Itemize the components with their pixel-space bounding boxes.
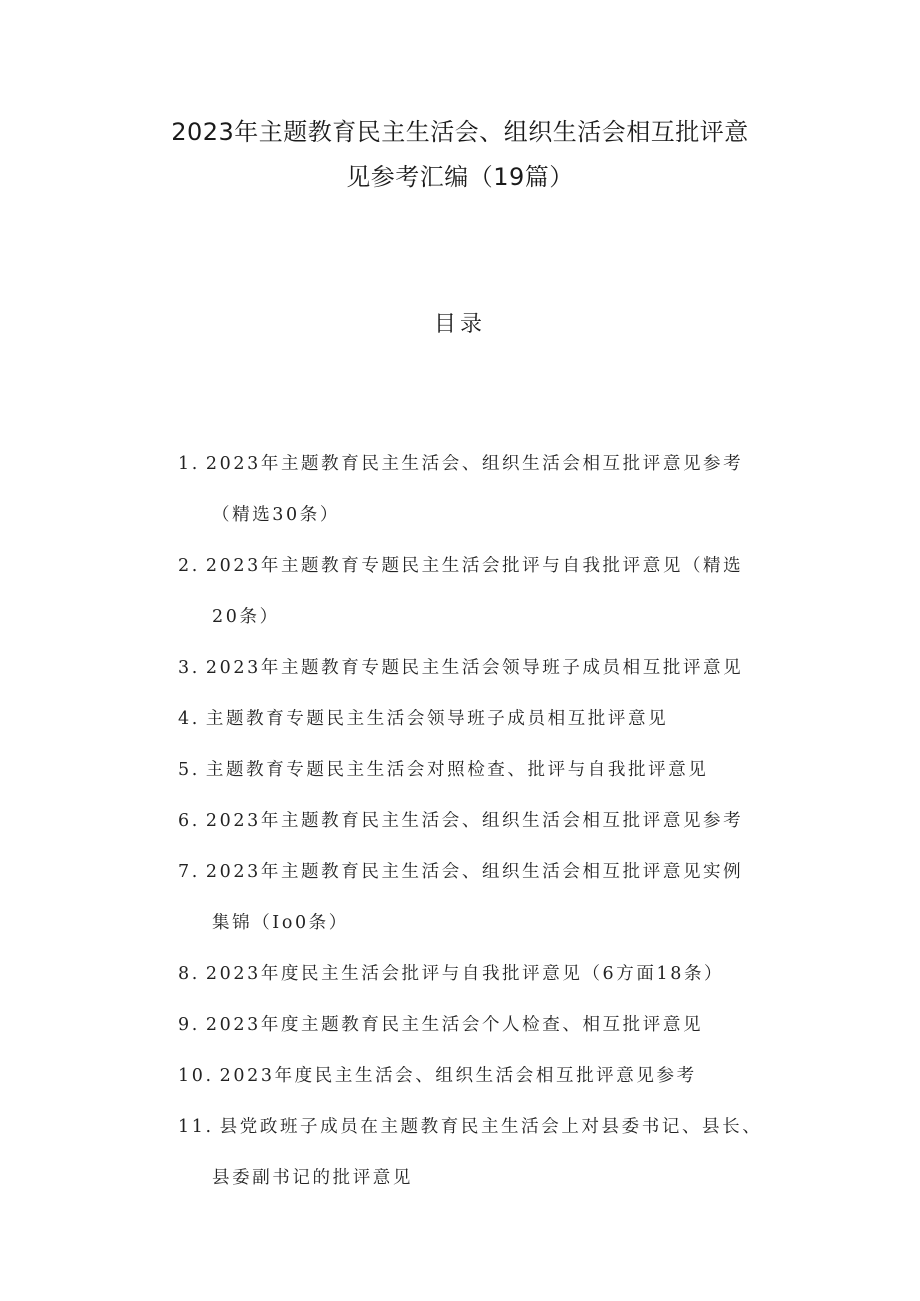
toc-item-text: 2023年主题教育民主生活会、组织生活会相互批评意见参考 — [205, 811, 744, 831]
toc-item-11-continuation: 县委副书记的批评意见 — [212, 1168, 413, 1188]
toc-item-1-continuation: （精选30条） — [212, 505, 340, 525]
toc-item-text: 2023年度民主生活会批评与自我批评意见（6方面18条） — [205, 964, 725, 984]
toc-item-1 — [178, 452, 743, 476]
toc-item-number: 11. — [178, 1117, 214, 1137]
toc-item-text: 主题教育专题民主生活会对照检查、批评与自我批评意见 — [205, 760, 709, 780]
toc-item-2 — [178, 554, 743, 578]
toc-item-number: 1. — [178, 454, 200, 474]
toc-item-number: 4. — [178, 709, 200, 729]
toc-item-text: 2023年主题教育民主生活会、组织生活会相互批评意见实例 — [205, 862, 744, 882]
toc-item-number: 10. — [178, 1066, 214, 1086]
toc-item-number: 8. — [178, 964, 200, 984]
toc-item-text: 主题教育专题民主生活会领导班子成员相互批评意见 — [205, 709, 669, 729]
toc-heading: 目录 — [433, 312, 486, 337]
toc-item-2-continuation: 20条） — [212, 607, 280, 627]
toc-item-11 — [178, 1115, 762, 1139]
toc-item-number: 2. — [178, 556, 200, 576]
toc-item-5 — [178, 758, 708, 782]
toc-item-text: 2023年主题教育专题民主生活会批评与自我批评意见（精选 — [205, 556, 744, 576]
toc-item-number: 3. — [178, 658, 200, 678]
toc-item-7 — [178, 860, 743, 884]
toc-item-6 — [178, 809, 743, 833]
toc-item-number: 7. — [178, 862, 200, 882]
toc-item-number: 6. — [178, 811, 200, 831]
toc-item-10 — [178, 1064, 697, 1088]
toc-item-text: 2023年主题教育民主生活会、组织生活会相互批评意见参考 — [205, 454, 744, 474]
toc-item-text: 县党政班子成员在主题教育民主生活会上对县委书记、县长、 — [219, 1117, 763, 1137]
toc-item-text: 2023年主题教育专题民主生活会领导班子成员相互批评意见 — [205, 658, 744, 678]
toc-item-7-continuation: 集锦（Io0条） — [212, 913, 349, 933]
toc-item-3 — [178, 656, 743, 680]
toc-item-9 — [178, 1013, 703, 1037]
document-title-line-2: 见参考汇编（19篇） — [346, 163, 574, 191]
document-title-line-1: 2023年主题教育民主生活会、组织生活会相互批评意 — [171, 118, 749, 146]
toc-item-number: 9. — [178, 1015, 200, 1035]
toc-item-8 — [178, 962, 724, 986]
toc-item-4 — [178, 707, 668, 731]
toc-item-text: 2023年度主题教育民主生活会个人检查、相互批评意见 — [205, 1015, 704, 1035]
toc-item-number: 5. — [178, 760, 200, 780]
toc-item-text: 2023年度民主生活会、组织生活会相互批评意见参考 — [219, 1066, 697, 1086]
